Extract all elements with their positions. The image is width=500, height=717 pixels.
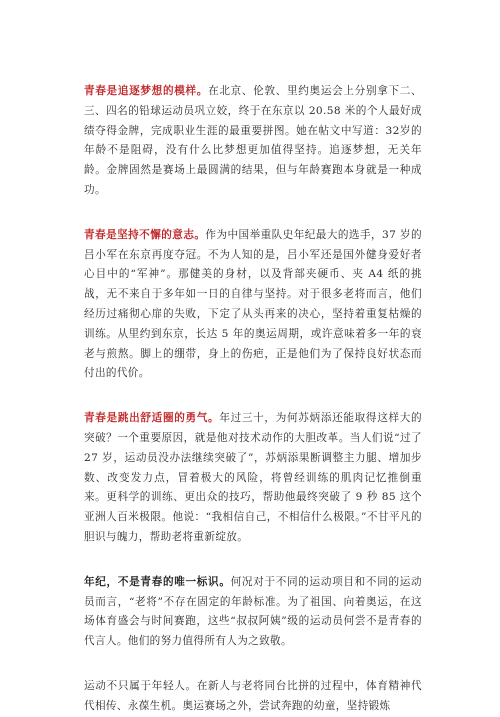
- paragraph-4: [84, 573, 422, 652]
- paragraph-2: [84, 226, 422, 384]
- paragraph-1: [84, 82, 422, 201]
- paragraph-3-text: 年过三十，为何苏炳添还能取得这样大的突破？一个重要原因，就是他对技术动作的大胆改革。当人们说“过了 27 岁，运动员没办法继续突破了”，苏炳添果断调整主力腿、增加步数、改变发力点，冒着极大的风险，将曾经训练的肌肉记忆推倒重来。更科学的训练、更出众的技巧，帮助他最终突破了 9 秒 85 这个亚洲人百米极限。他说：“我相信自己，不相信什么极限。”不甘平凡的胆识与魄力，帮助老将重新绽放。: [84, 412, 422, 543]
- paragraph-3-lead: 青春是跳出舒适圈的勇气。: [84, 412, 220, 425]
- paragraph-5-text: 运动不只属于年轻人。在新人与老将同台比拼的过程中，体育精神代代相传、永葆生机。奥运赛场之外，尝试奔跑的幼童，坚持锻炼: [84, 679, 422, 712]
- paragraph-5: [84, 677, 422, 717]
- paragraph-4-lead: 年纪，不是青春的唯一标识。: [84, 575, 231, 588]
- paragraph-3: [84, 409, 422, 548]
- paragraph-4-text: 何况对于不同的运动项目和不同的运动员而言，“老将”不存在固定的年龄标准。为了祖国、向着奥运，在这场体育盛会与时间赛跑，这些“叔叔阿姨”级的运动员何尝不是青春的代言人。他们的努力值得所有人为之致敬。: [84, 575, 422, 648]
- article-body: [84, 82, 422, 717]
- paragraph-2-text: 作为中国举重队史年纪最大的选手，37 岁的吕小军在东京再度夺冠。不为人知的是，吕小军还是国外健身爱好者心目中的“军神”。那健美的身材，以及背部夹硬币、夹 A4 纸的挑战，无不来自于多年如一日的自律与坚持。对于很多老将而言，他们经历过痛彻心扉的失败，下定了从头再来的决心，坚持着重复枯燥的训练。从里约到东京，长达 5 年的奥运周期，或许意味着多一年的衰老与煎熬。脚上的绷带，身上的伤疤，正是他们为了保持良好状态而付出的代价。: [84, 228, 422, 380]
- paragraph-2-lead: 青春是坚持不懈的意志。: [84, 228, 206, 241]
- paragraph-1-text: 在北京、伦敦、里约奥运会上分别拿下二、三、四名的铅球运动员巩立姣，终于在东京以 20.58 米的个人最好成绩夺得金牌，完成职业生涯的最重要拼图。她在帖文中写道：32岁的年龄不是阻碍，没有什么比梦想更加值得坚持。追逐梦想，无关年龄。金牌固然是赛场上最圆满的结果，但与年龄赛跑本身就是一种成功。: [84, 85, 422, 196]
- paragraph-1-lead: 青春是追逐梦想的模样。: [84, 85, 209, 97]
